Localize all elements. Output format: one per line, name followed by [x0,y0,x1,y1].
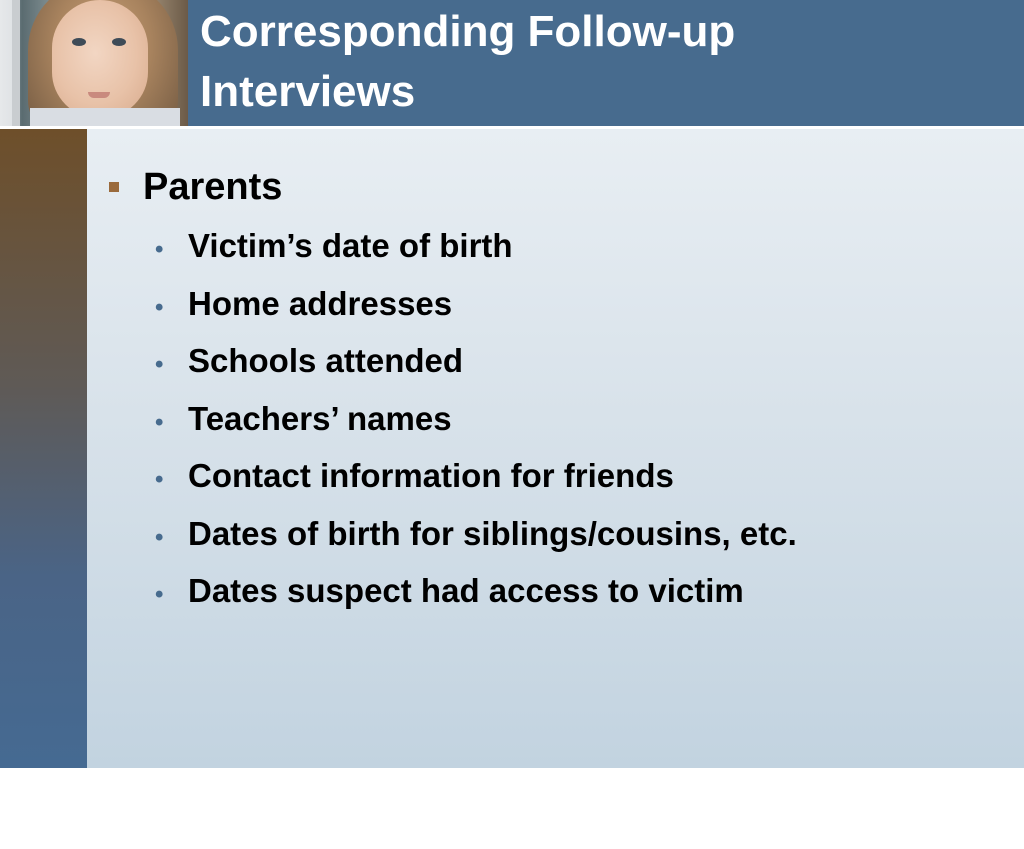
round-bullet-icon: • [155,466,164,493]
list-item [155,514,797,572]
round-bullet-icon: • [155,581,164,608]
list-item-label: Victim’s date of birth [188,227,513,264]
slide-number: #3 [14,819,40,848]
list-item [155,341,797,399]
photo-mouth [88,92,110,98]
slide-title-line1: Corresponding Follow-up [200,7,736,56]
header-band [0,0,1024,126]
list-item-label: Schools attended [188,342,464,379]
list-item [155,226,797,284]
list-item [155,399,797,457]
square-bullet-icon [109,182,119,192]
list-item [155,284,797,342]
main-bullet-item [109,165,282,209]
photo-face [52,0,148,118]
slide-title-line2: Interviews [200,67,416,116]
left-sidebar [0,129,87,848]
slide-title [200,2,1000,122]
list-item-label: Home addresses [188,284,453,322]
slide-content [87,129,1024,768]
window-frame [12,0,20,126]
list-item [155,456,797,514]
round-bullet-icon: • [155,236,164,263]
round-bullet-icon: • [155,523,164,551]
header-photo [0,0,188,126]
round-bullet-icon: • [155,408,164,436]
list-item-label: Teachers’ names [188,399,452,437]
photo-eye-left [72,38,86,46]
main-bullet-label: Parents [143,166,283,208]
round-bullet-icon: • [155,351,164,378]
list-item-label: Dates of birth for siblings/cousins, etc. [188,514,797,552]
list-item-label: Contact information for friends [188,457,674,494]
sub-bullet-list [155,226,797,629]
round-bullet-icon: • [155,293,164,321]
photo-eye-right [112,38,126,46]
list-item [155,571,797,629]
list-item-label: Dates suspect had access to victim [188,572,744,609]
